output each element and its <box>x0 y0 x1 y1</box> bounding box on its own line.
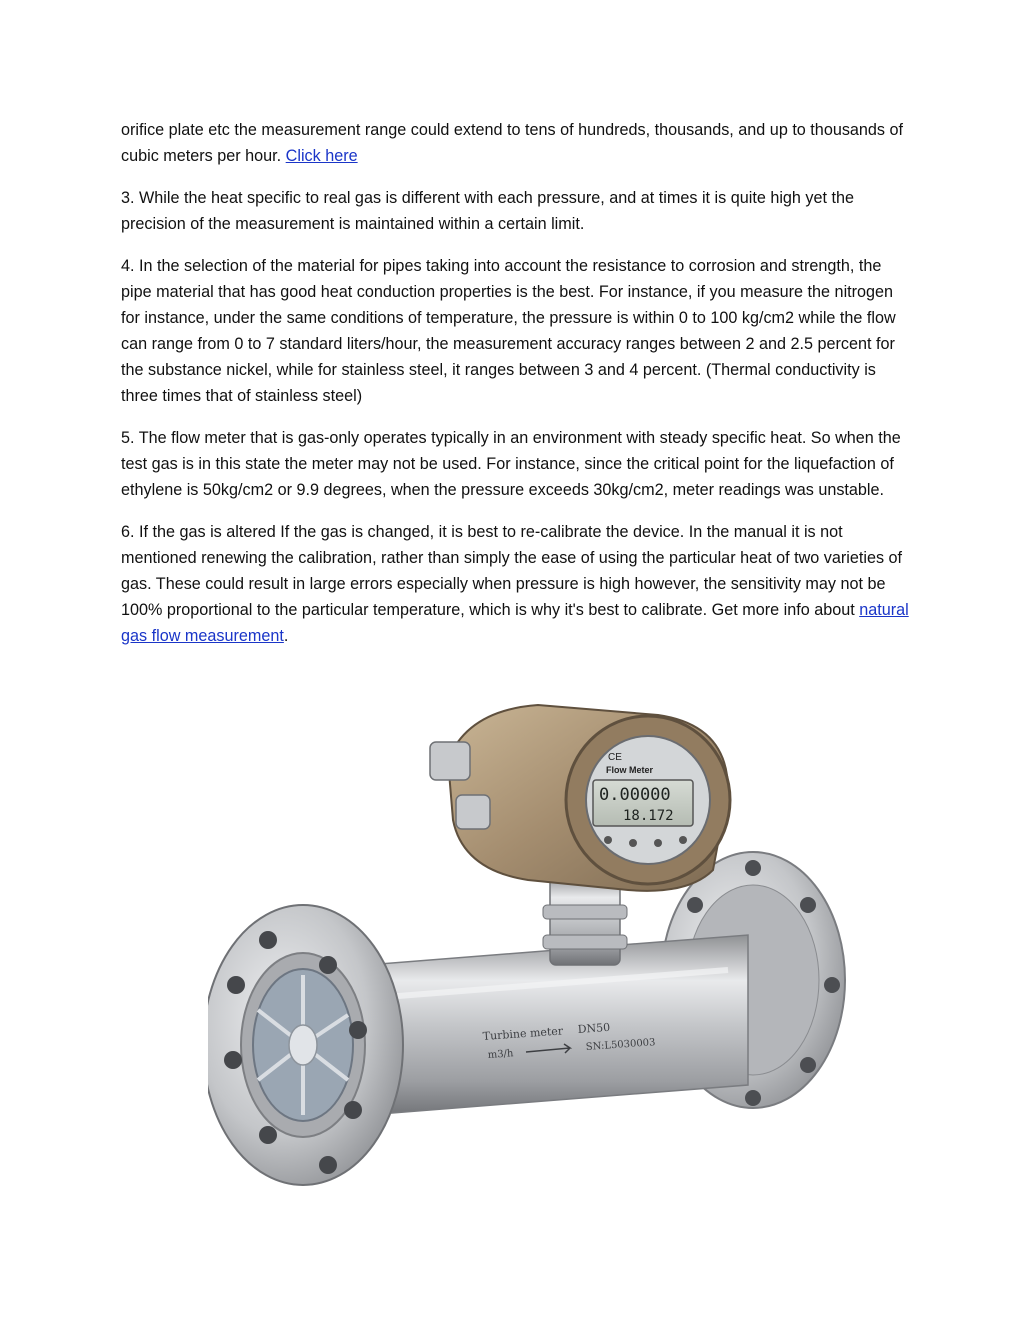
transmitter-head <box>430 705 730 891</box>
paragraph-6 <box>121 519 911 649</box>
paragraph-orifice <box>121 117 911 169</box>
document-body <box>121 117 911 665</box>
paragraph-6-end: . <box>283 627 289 645</box>
turbine-flow-meter-image <box>208 700 868 1200</box>
paragraph-5: 5. The flow meter that is gas-only operates typically in an environment with steady specific heat. So when the test gas is in this state the meter may not be used. For instance, since the critical point for the liquefaction of ethylene is 50kg/cm2 or 9.9 degrees, when the pressure exceeds 30kg/cm2, meter readings was unstable. <box>121 429 901 499</box>
natural-gas-flow-measurement-link[interactable]: natural gas flow measurement <box>121 601 909 645</box>
lcd-reading-top: 0.00000 <box>599 785 671 805</box>
left-flange <box>208 905 403 1185</box>
button-icon <box>679 836 687 844</box>
engraving-turbine-meter: Turbine meter <box>482 1024 564 1043</box>
head-brand-mark: CE <box>608 752 622 763</box>
paragraph-3: 3. While the heat specific to real gas is different with each pressure, and at times it is quite high yet the precision of the measurement is maintained within a certain limit. <box>121 189 855 233</box>
paragraph-4: 4. In the selection of the material for pipes taking into account the resistance to corrosion and strength, the pipe material that has good heat conduction properties is the best. For instance, if you measure the nitrogen for instance, under the same conditions of temperature, the pressure is within 0 to 100 kg/cm2 while the flow can range from 0 to 7 standard liters/hour, the measurement accuracy ranges between 2 and 2.5 percent for the substance nickel, while for stainless steel, it ranges between 3 and 4 percent. (Thermal conductivity is three times that of stainless steel) <box>121 257 896 405</box>
paragraph-6-text: 6. If the gas is altered If the gas is changed, it is best to re-calibrate the device. In the manual it is not mentioned renewing the calibration, rather than simply the ease of using the particular heat of two varieties of gas. These could result in large errors especially when pressure is high however, the sensitivity may not be 100% proportional to the particular temperature, which is why it's best to calibrate. Get more info about <box>121 523 903 619</box>
click-here-link[interactable]: Click here <box>285 147 358 165</box>
engraving-unit: m3/h <box>487 1048 514 1061</box>
cable-gland-lower <box>456 795 490 829</box>
turbine-flow-meter-illustration <box>208 700 868 1200</box>
button-icon <box>629 839 637 847</box>
button-icon <box>654 839 662 847</box>
cable-gland <box>430 742 470 780</box>
paragraph-orifice-text: orifice plate etc the measurement range could extend to tens of hundreds, thousands, and up to thousands of cubic meters per hour. <box>121 121 904 165</box>
engraving-serial: SN:L5030003 <box>585 1037 656 1053</box>
engraving-dn: DN50 <box>577 1020 611 1036</box>
head-title: Flow Meter <box>606 765 654 775</box>
button-icon <box>604 836 612 844</box>
lcd-reading-bottom: 18.172 <box>623 808 674 824</box>
